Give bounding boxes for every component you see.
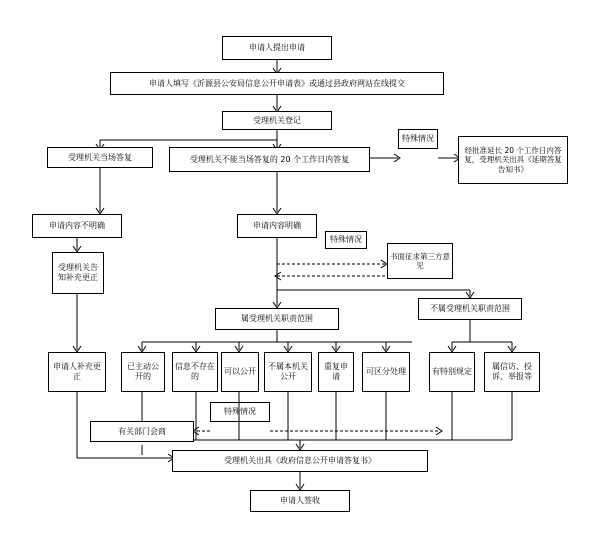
node-20-workdays-reply[interactable] (169, 147, 370, 172)
note-label: 特殊情况 (224, 407, 256, 416)
node-may-disclose[interactable] (221, 352, 259, 392)
node-label: 申请人填写《沂源县公安局信息公开申请表》或通过县政府网站在线提交 (149, 78, 405, 88)
node-label: 可以公开 (224, 367, 256, 376)
note-label: 特殊情况 (330, 235, 362, 244)
node-applicant-sign[interactable] (250, 490, 350, 512)
node-label: 受理机关出具《政府信息公开申请答复书》 (224, 456, 376, 465)
node-not-exist[interactable] (172, 352, 218, 392)
node-label: 申请人补充更正 (53, 362, 101, 381)
node-notify-supplement[interactable] (52, 252, 104, 294)
note-label: 特殊情况 (402, 134, 434, 143)
node-label: 不属本机关公开 (268, 362, 308, 381)
node-content-unclear[interactable] (32, 214, 122, 238)
node-onsite-reply[interactable] (47, 147, 153, 168)
node-label: 受理机关不能当场答复的 20 个工作日内答复 (189, 154, 350, 164)
note-special-case-2 (325, 231, 367, 249)
node-label: 有特别规定 (432, 367, 472, 376)
node-label: 属信访、投诉、举报等 (492, 362, 532, 381)
node-label: 受理机关登记 (253, 115, 301, 125)
node-label: 受理机关当场答复 (68, 152, 132, 162)
node-label: 信息不存在的 (175, 362, 215, 381)
node-applicant-supplement[interactable] (48, 352, 106, 392)
node-register[interactable] (222, 111, 332, 130)
node-label: 重复申请 (324, 362, 348, 381)
node-label: 受理机关告知补充更正 (58, 263, 98, 282)
node-label: 申请内容明确 (253, 221, 301, 230)
node-label: 申请人提出申请 (249, 43, 305, 52)
note-special-case-1 (398, 129, 438, 149)
node-already-public[interactable] (121, 352, 165, 392)
node-label: 经批准延长 20 个工作日内答复，受理机关出具《延期答复告知书》 (464, 145, 562, 174)
node-within-duty[interactable] (215, 308, 339, 330)
node-label: 不属受理机关职责范围 (430, 304, 510, 313)
node-outside-duty[interactable] (418, 298, 522, 320)
node-content-clear[interactable] (237, 214, 317, 238)
node-department-consult[interactable] (90, 421, 194, 442)
node-label: 申请人签收 (280, 496, 320, 505)
node-repeat-application[interactable] (318, 352, 354, 392)
node-petition-complaint[interactable] (484, 352, 540, 392)
node-label: 可区分处理 (366, 367, 406, 376)
node-apply[interactable] (222, 36, 332, 60)
node-extended-reply[interactable] (458, 136, 568, 184)
node-label: 属受理机关职责范围 (241, 314, 313, 323)
node-special-provision[interactable] (429, 352, 475, 392)
node-not-this-agency[interactable] (264, 352, 312, 392)
node-third-party-opinion[interactable] (387, 243, 453, 279)
node-fill-form[interactable] (110, 72, 444, 95)
node-issue-reply-letter[interactable] (172, 450, 428, 472)
node-label: 申请内容不明确 (49, 221, 105, 230)
note-special-case-3 (210, 402, 270, 422)
node-label: 书面征求第三方意见 (390, 251, 450, 270)
node-label: 已主动公开的 (127, 362, 159, 381)
node-label: 有关部门会商 (118, 426, 166, 436)
node-separable-handling[interactable] (362, 352, 410, 392)
